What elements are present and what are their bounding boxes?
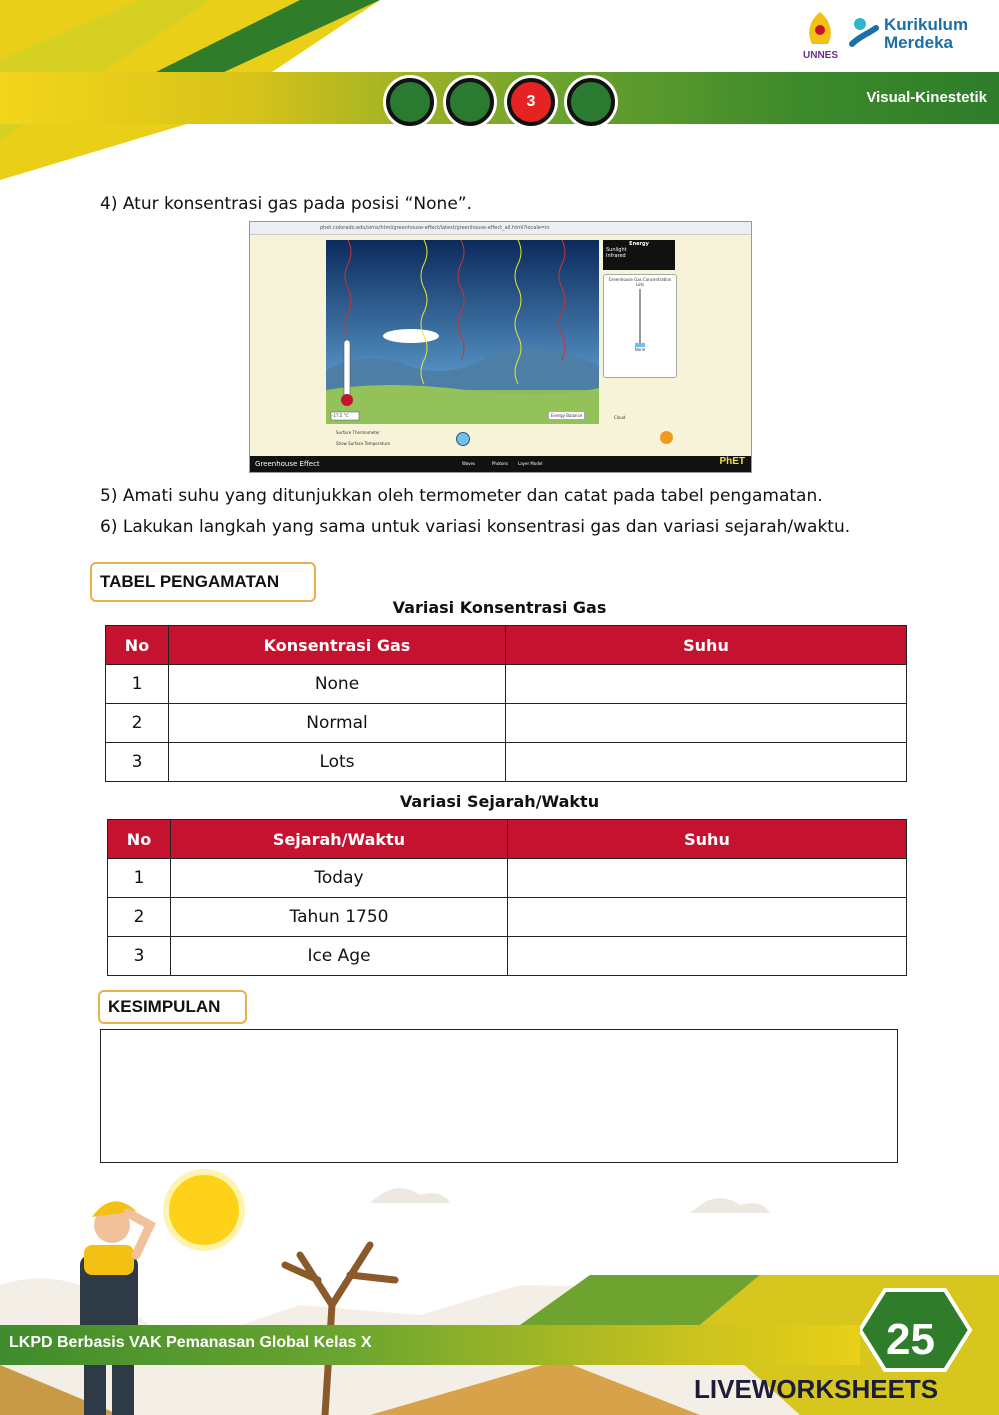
gas-slider-lots-label: Lots xyxy=(635,282,645,287)
legend-infrared: Infrared xyxy=(606,253,626,259)
table2-header-no: No xyxy=(108,820,171,859)
step-indicator-4 xyxy=(567,78,615,126)
table-cell-value: Lots xyxy=(169,743,506,782)
pause-button[interactable] xyxy=(456,432,470,446)
table1-header-no: No xyxy=(106,626,169,665)
brand-line-2: Merdeka xyxy=(884,33,953,52)
table-cell-no: 2 xyxy=(106,704,169,743)
step-indicator-2 xyxy=(446,78,494,126)
sim-navbar xyxy=(250,456,751,472)
table1-header-suhu: Suhu xyxy=(506,626,907,665)
table-cell-no: 3 xyxy=(106,743,169,782)
table1-header-gas: Konsentrasi Gas xyxy=(169,626,506,665)
table-cell-no: 3 xyxy=(108,937,171,976)
table-row xyxy=(106,743,907,782)
reset-button[interactable] xyxy=(660,431,673,444)
table-cell-suhu-input[interactable] xyxy=(508,898,907,937)
table-cell-suhu-input[interactable] xyxy=(506,743,907,782)
step-5-text: 5) Amati suhu yang ditunjukkan oleh termometer dan catat pada tabel pengamatan. xyxy=(100,486,823,506)
table2-header-time: Sejarah/Waktu xyxy=(171,820,508,859)
history-time-table xyxy=(107,819,907,976)
page-number: 25 xyxy=(886,1315,935,1364)
temp-readout: -17.5 °C xyxy=(332,413,349,418)
gas-panel-title: Greenhouse Gas Concentration xyxy=(608,277,672,282)
table-cell-value: Ice Age xyxy=(171,937,508,976)
surface-thermometer-checkbox[interactable]: Surface Thermometer xyxy=(336,430,380,435)
table-row xyxy=(108,937,907,976)
table-cell-value: Tahun 1750 xyxy=(171,898,508,937)
table2-header-suhu: Suhu xyxy=(508,820,907,859)
table-cell-no: 2 xyxy=(108,898,171,937)
step-indicator-active: 3 xyxy=(507,78,555,126)
step-4-text: 4) Atur konsentrasi gas pada posisi “None”. xyxy=(100,194,472,214)
tab-photons[interactable]: Photons xyxy=(492,461,509,466)
learning-mode-label: Visual-Kinestetik xyxy=(866,89,987,106)
table-row xyxy=(108,859,907,898)
step-6-text: 6) Lakukan langkah yang sama untuk variasi konsentrasi gas dan variasi sejarah/waktu. xyxy=(100,517,851,537)
table-cell-value: Normal xyxy=(169,704,506,743)
phet-simulation-screenshot xyxy=(249,221,752,473)
sim-title: Greenhouse Effect xyxy=(255,460,320,468)
step-indicator-1 xyxy=(386,78,434,126)
unnes-logo-icon xyxy=(800,8,840,50)
table-row xyxy=(106,665,907,704)
gas-concentration-table xyxy=(105,625,907,782)
energy-legend xyxy=(603,240,675,270)
gas-slider-none-label: None xyxy=(634,347,646,352)
gas-concentration-panel xyxy=(603,274,677,378)
table-cell-value: Today xyxy=(171,859,508,898)
unnes-label: UNNES xyxy=(803,50,839,61)
kurikulum-merdeka-logo-icon xyxy=(846,14,882,56)
show-surface-temp-checkbox[interactable]: Show Surface Temperature xyxy=(336,441,390,446)
table-row xyxy=(108,898,907,937)
table-cell-no: 1 xyxy=(108,859,171,898)
conclusion-input-box[interactable] xyxy=(100,1029,898,1163)
tab-layer-model[interactable]: Layer Model xyxy=(518,461,543,466)
brand-name xyxy=(884,16,968,52)
observation-table-tag: TABEL PENGAMATAN xyxy=(90,562,316,602)
energy-legend-title: Energy xyxy=(629,241,649,247)
phet-logo: PhET xyxy=(719,456,745,467)
simulation-scene xyxy=(326,240,599,424)
table2-caption: Variasi Sejarah/Waktu xyxy=(399,792,600,811)
table-cell-value: None xyxy=(169,665,506,704)
footer-title: LKPD Berbasis VAK Pemanasan Global Kelas X xyxy=(9,1334,372,1351)
table-row xyxy=(106,704,907,743)
table-cell-suhu-input[interactable] xyxy=(506,704,907,743)
liveworksheets-watermark: LIVEWORKSHEETS xyxy=(694,1374,939,1404)
brand-line-1: Kurikulum xyxy=(884,15,969,34)
cloud-checkbox[interactable]: Cloud xyxy=(614,415,626,420)
table-cell-suhu-input[interactable] xyxy=(508,859,907,898)
gas-slider-track[interactable] xyxy=(639,289,641,345)
energy-balance-checkbox[interactable]: Energy Balance xyxy=(548,411,585,420)
header-band xyxy=(0,72,999,124)
legend-sunlight: Sunlight xyxy=(606,247,627,253)
table-cell-suhu-input[interactable] xyxy=(508,937,907,976)
gas-slider-thumb[interactable] xyxy=(635,343,645,347)
table-cell-suhu-input[interactable] xyxy=(506,665,907,704)
table-cell-no: 1 xyxy=(106,665,169,704)
table1-caption: Variasi Konsentrasi Gas xyxy=(392,598,607,617)
tab-waves[interactable]: Waves xyxy=(462,461,476,466)
conclusion-tag: KESIMPULAN xyxy=(98,990,247,1024)
browser-address-bar: phet.colorado.edu/sims/html/greenhouse-effect/latest/greenhouse-effect_all.html?locale=in xyxy=(250,222,751,235)
